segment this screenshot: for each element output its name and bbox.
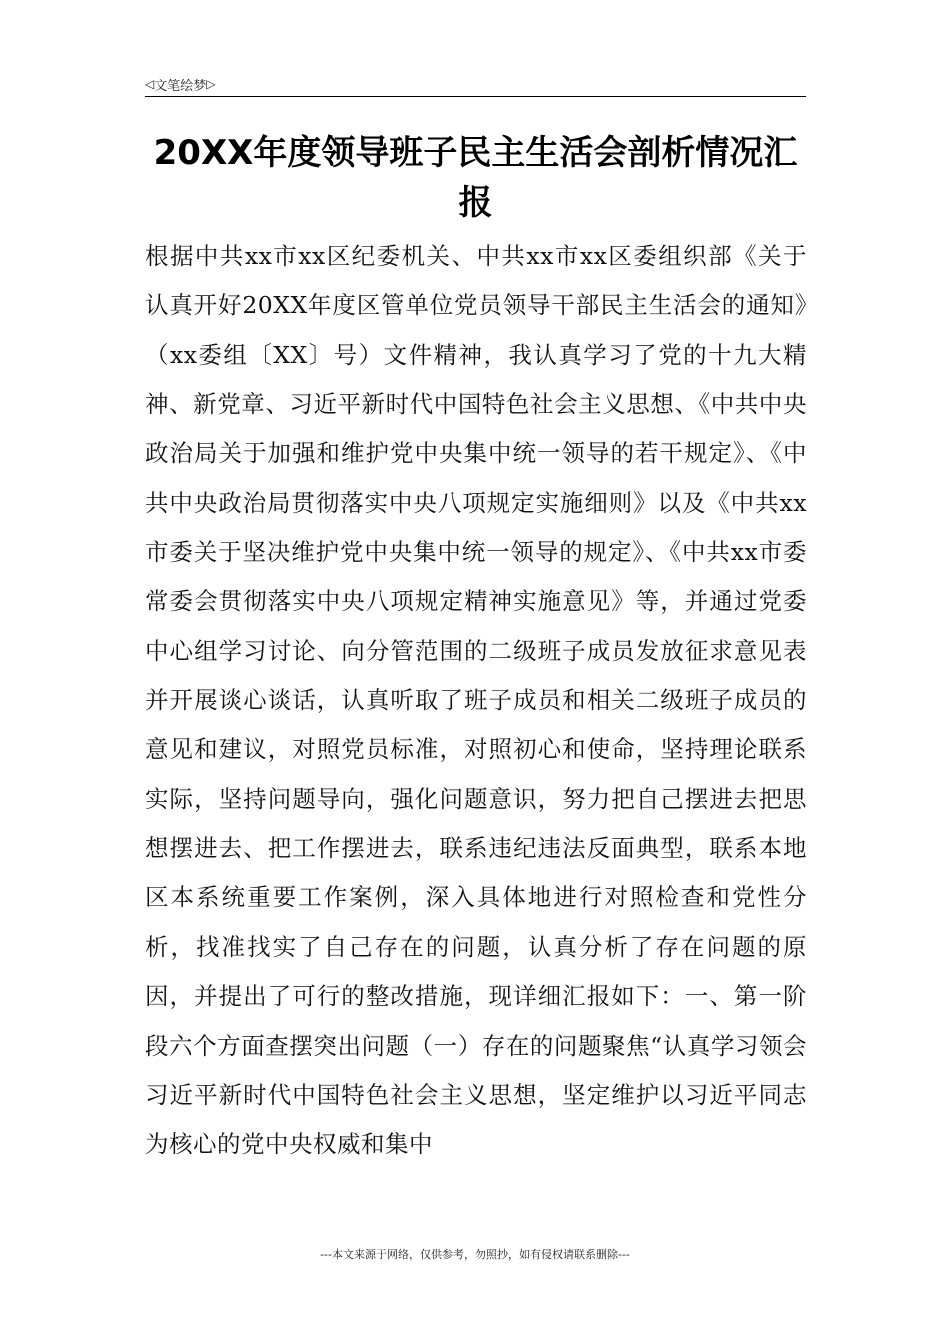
page-header: [145, 74, 215, 94]
page-footer-disclaimer: ---本文来源于网络，仅供参考，勿照抄，如有侵权请联系删除---: [320, 1248, 630, 1261]
header-divider: [145, 96, 806, 97]
left-triangle-icon: ◁: [145, 77, 155, 91]
body-paragraph: 根据中共xx市xx区纪委机关、中共xx市xx区委组织部《关于认真开好20XX年度区管单位党员领导干部民主生活会的通知》（xx委组〔XX〕号）文件精神，我认真学习了党的十九大精神、新党章、习近平新时代中国特色社会主义思想、《中共中央政治局关于加强和维护党中央集中统一领导的若干规定》、《中共中央政治局贯彻落实中央八项规定实施细则》以及《中共xx市委关于坚决维护党中央集中统一领导的规定》、《中共xx市委常委会贯彻落实中央八项规定精神实施意见》等，并通过党委中心组学习讨论、向分管范围的二级班子成员发放征求意见表并开展谈心谈话，认真听取了班子成员和相关二级班子成员的意见和建议，对照党员标准，对照初心和使命，坚持理论联系实际，坚持问题导向，强化问题意识，努力把自己摆进去把思想摆进去、把工作摆进去，联系违纪违法反面典型，联系本地区本系统重要工作案例，深入具体地进行对照检查和党性分析，找准找实了自己存在的问题，认真分析了存在问题的原因，并提出了可行的整改措施，现详细汇报如下：一、第一阶段六个方面查摆突出问题（一）存在的问题聚焦“认真学习领会习近平新时代中国特色社会主义思想，坚定维护以习近平同志为核心的党中央权威和集中: [145, 242, 807, 1159]
document-title: 20XX年度领导班子民主生活会剖析情况汇报: [153, 133, 798, 223]
header-brand: 文笔绘梦: [154, 78, 207, 94]
right-triangle-icon: ▷: [206, 77, 216, 91]
